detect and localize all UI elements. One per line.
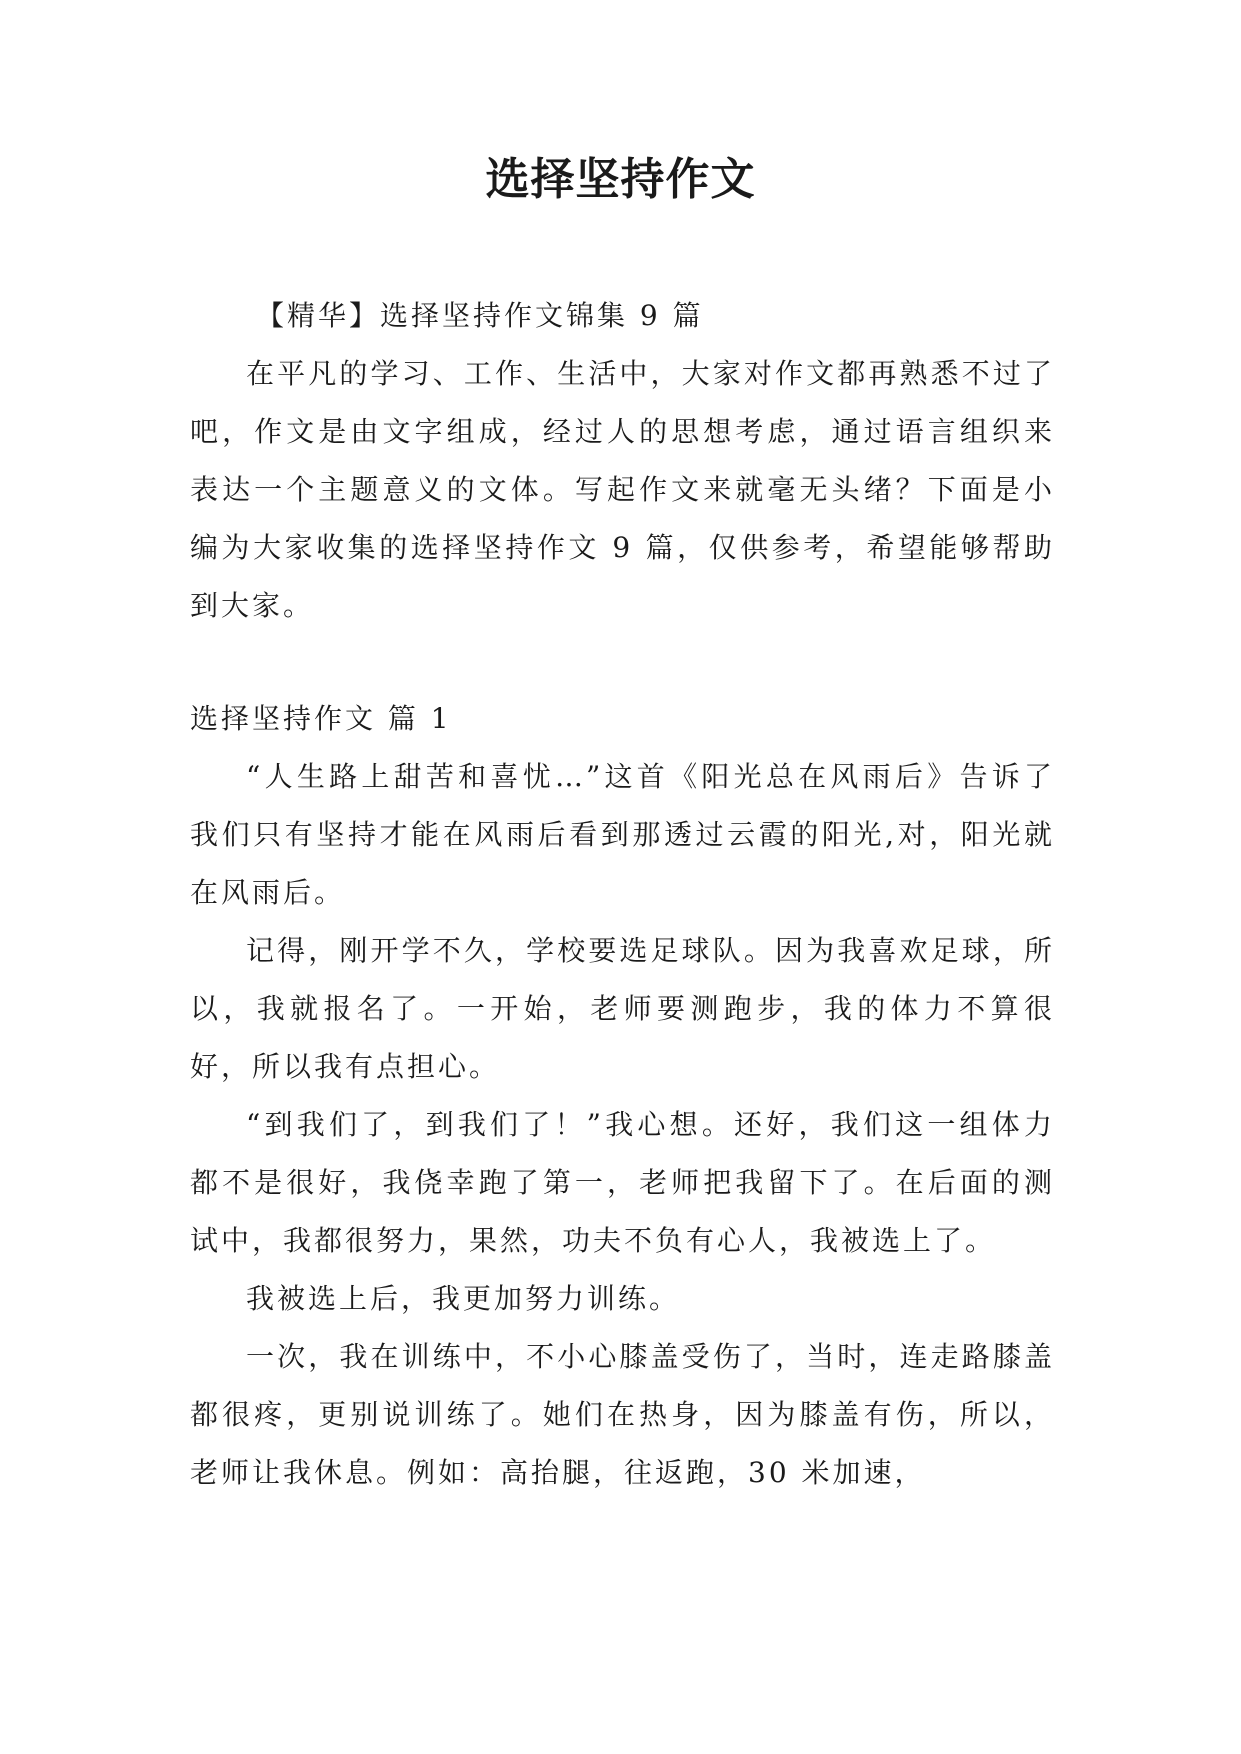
body-paragraph: 一次，我在训练中，不小心膝盖受伤了，当时，连走路膝盖都很疼，更别说训练了。她们在热身，因为膝盖有伤，所以，老师让我休息。例如：高抬腿，往返跑，30 米加速， (190, 1340, 1055, 1489)
document-subtitle: 【精华】选择坚持作文锦集 9 篇 (256, 299, 704, 332)
body-paragraph: 我被选上后，我更加努力训练。 (246, 1282, 681, 1315)
document-title: 选择坚持作文 (485, 154, 756, 205)
intro-paragraph: 在平凡的学习、工作、生活中，大家对作文都再熟悉不过了吧，作文是由文字组成，经过人的思想考虑，通过语言组织来表达一个主题意义的文体。写起作文来就毫无头绪？下面是小编为大家收集的选择坚持作文 9 篇，仅供参考，希望能够帮助到大家。 (190, 357, 1055, 622)
body-paragraph: “到我们了，到我们了！”我心想。还好，我们这一组体力都不是很好，我侥幸跑了第一，老师把我留下了。在后面的测试中，我都很努力，果然，功夫不负有心人，我被选上了。 (190, 1108, 1055, 1257)
body-paragraph: “人生路上甜苦和喜忧…”这首《阳光总在风雨后》告诉了我们只有坚持才能在风雨后看到那透过云霞的阳光,对，阳光就在风雨后。 (190, 760, 1055, 909)
body-paragraph: 记得，刚开学不久，学校要选足球队。因为我喜欢足球，所以，我就报名了。一开始，老师要测跑步，我的体力不算很好，所以我有点担心。 (190, 934, 1055, 1083)
document-body (190, 287, 1055, 1502)
section-heading: 选择坚持作文 篇 1 (190, 702, 452, 735)
